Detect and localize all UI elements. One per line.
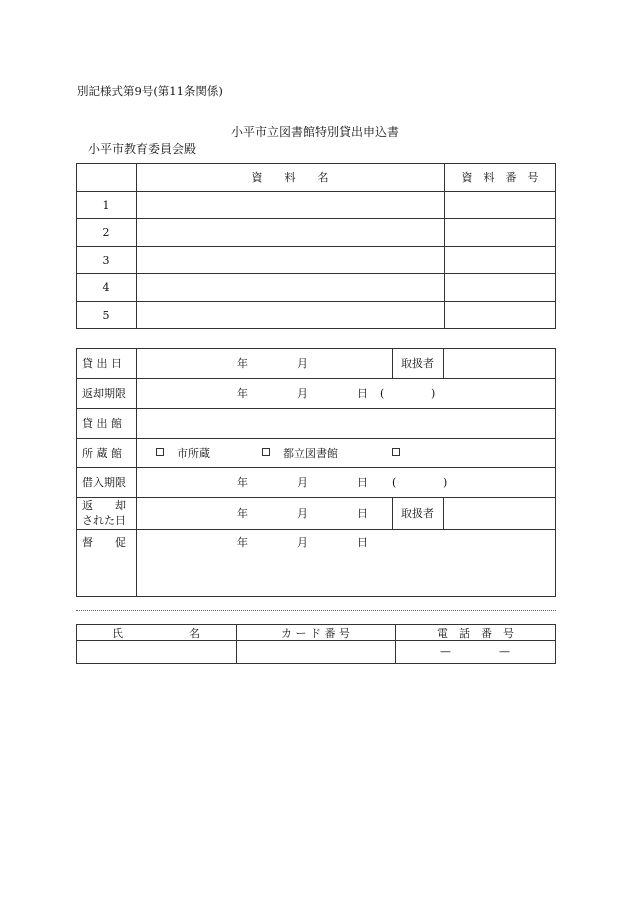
addressee: 小平市教育委員会殿 (88, 142, 197, 156)
form-title: 小平市立図書館特別貸出申込書 (231, 125, 400, 139)
day-label: 日 (357, 507, 368, 520)
year-label: 年 (237, 476, 248, 489)
phone-number-header: 電 話 番 号 (437, 627, 514, 640)
table-rule (76, 529, 556, 530)
phone-separator: — (499, 645, 510, 658)
year-label: 年 (237, 357, 248, 370)
day-label: 日 (357, 387, 368, 400)
handler-label: 取扱者 (401, 507, 434, 520)
material-name-header: 資 料 名 (251, 171, 329, 184)
paren-open: ( (380, 387, 385, 400)
returned-label-line1: 返 却 (82, 499, 126, 512)
name-header: 氏 名 (112, 627, 200, 640)
table-rule (443, 348, 444, 378)
year-label: 年 (237, 507, 248, 520)
row-number: 1 (102, 199, 110, 212)
holding-library-label: 所 蔵 館 (82, 447, 122, 460)
row-number: 3 (102, 254, 110, 267)
row-number: 5 (102, 309, 110, 322)
city-holding-label: 市所蔵 (177, 447, 210, 460)
metro-library-label: 都立図書館 (283, 447, 338, 460)
month-label: 月 (297, 536, 308, 549)
reminder-label: 督 促 (82, 536, 126, 549)
cut-line (76, 610, 556, 611)
paren-close: ) (443, 476, 448, 489)
year-label: 年 (237, 387, 248, 400)
day-label: 日 (357, 476, 368, 489)
table-rule (76, 301, 556, 302)
table-rule (76, 378, 556, 379)
paren-close: ) (431, 387, 436, 400)
row-number: 4 (102, 281, 110, 294)
material-number-header: 資 料 番 号 (461, 171, 539, 184)
table-rule (76, 191, 556, 192)
paren-open: ( (392, 476, 397, 489)
day-label: 日 (357, 536, 368, 549)
row-number: 2 (102, 226, 110, 239)
table-rule (76, 408, 556, 409)
borrow-deadline-label: 借入期限 (82, 476, 126, 489)
card-number-header: カ ー ド 番 号 (281, 627, 350, 640)
month-label: 月 (297, 476, 308, 489)
details-table-border (76, 348, 556, 597)
year-label: 年 (237, 536, 248, 549)
table-rule (76, 640, 556, 641)
lending-library-label: 貸 出 館 (82, 417, 122, 430)
table-rule (76, 273, 556, 274)
month-label: 月 (297, 387, 308, 400)
city-holding-checkbox[interactable] (156, 448, 164, 456)
table-rule (76, 497, 556, 498)
return-deadline-label: 返却期限 (82, 387, 126, 400)
table-rule (76, 438, 556, 439)
table-rule (76, 467, 556, 468)
other-library-checkbox[interactable] (392, 448, 400, 456)
month-label: 月 (297, 507, 308, 520)
table-rule (443, 497, 444, 529)
table-rule (76, 246, 556, 247)
handler-label: 取扱者 (401, 357, 434, 370)
returned-label-line2: された日 (82, 514, 126, 527)
loan-date-label: 貸 出 日 (82, 357, 122, 370)
table-rule (136, 348, 137, 597)
metro-library-checkbox[interactable] (262, 448, 270, 456)
phone-separator: — (440, 645, 451, 658)
form-reference: 別記様式第9号(第11条関係) (77, 84, 223, 98)
table-rule (76, 218, 556, 219)
month-label: 月 (297, 357, 308, 370)
